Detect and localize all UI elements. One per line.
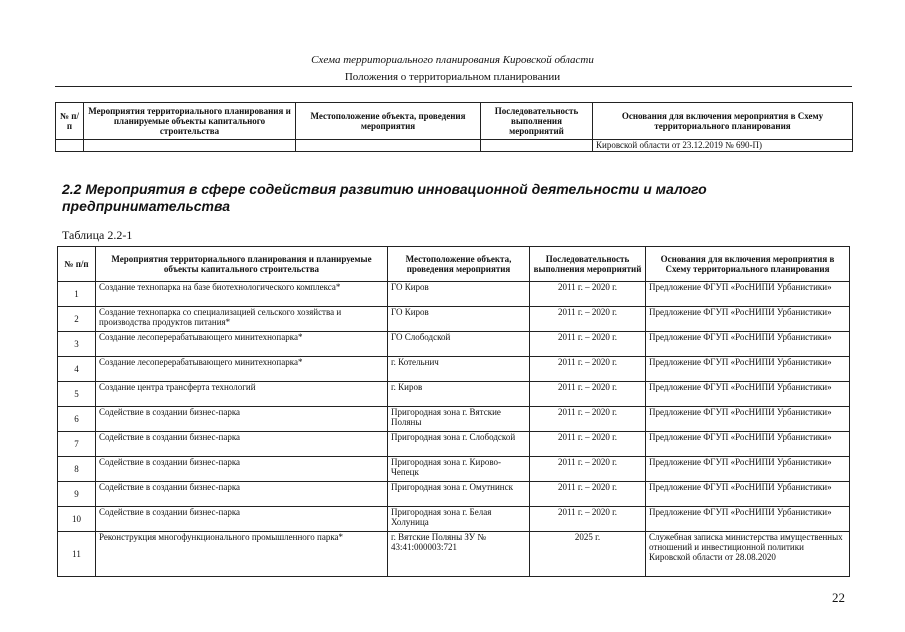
header-divider xyxy=(55,86,852,87)
cell-period: 2011 г. – 2020 г. xyxy=(530,357,646,382)
cell-measure: Содействие в создании бизнес-парка xyxy=(96,482,388,507)
section-title: 2.2 Мероприятия в сфере содействия развитию инновационной деятельности и малого предпринимательства xyxy=(62,181,707,214)
document-header: Положения о территориальном планировании xyxy=(344,71,561,83)
cell-location xyxy=(296,140,481,152)
cell-location: Пригородная зона г. Омутнинск xyxy=(388,482,530,507)
cell-location: Пригородная зона г. Вятские Поляны xyxy=(388,407,530,432)
header-cell-sequence: Последовательность выполнения мероприятий xyxy=(481,103,593,140)
cell-measure: Содействие в создании бизнес-парка xyxy=(96,407,388,432)
page-number: 22 xyxy=(832,590,845,605)
cell-basis: Предложение ФГУП «РосНИПИ Урбанистики» xyxy=(646,432,850,457)
cell-measure: Создание лесоперерабатывающего минитехнопарка* xyxy=(96,332,388,357)
cell-period: 2011 г. – 2020 г. xyxy=(530,457,646,482)
cell-period: 2011 г. – 2020 г. xyxy=(530,482,646,507)
header-cell-number: № п/п xyxy=(56,103,84,140)
cell-number: 6 xyxy=(58,407,96,432)
cell-basis: Кировской области от 23.12.2019 № 690-П) xyxy=(593,140,853,152)
cell-period: 2025 г. xyxy=(530,532,646,577)
table-row xyxy=(58,307,850,332)
cell-basis: Предложение ФГУП «РосНИПИ Урбанистики» xyxy=(646,482,850,507)
table-row xyxy=(56,140,853,152)
cell-location: ГО Киров xyxy=(388,282,530,307)
cell-basis: Предложение ФГУП «РосНИПИ Урбанистики» xyxy=(646,507,850,532)
cell-number: 3 xyxy=(58,332,96,357)
cell-measure: Содействие в создании бизнес-парка xyxy=(96,457,388,482)
cell-measure: Создание технопарка со специализацией сельского хозяйства и производства продуктов питания* xyxy=(96,307,388,332)
cell-number: 1 xyxy=(58,282,96,307)
cell-basis: Предложение ФГУП «РосНИПИ Урбанистики» xyxy=(646,457,850,482)
table-row xyxy=(58,282,850,307)
cell-location: г. Котельнич xyxy=(388,357,530,382)
cell-location: ГО Слободской xyxy=(388,332,530,357)
table-row xyxy=(58,382,850,407)
header-cell-basis: Основания для включения мероприятия в Схему территориального планирования xyxy=(646,247,850,282)
cell-period: 2011 г. – 2020 г. xyxy=(530,382,646,407)
cell-number: 11 xyxy=(58,532,96,577)
table-row xyxy=(58,482,850,507)
cell-location: Пригородная зона г. Слободской xyxy=(388,432,530,457)
cell-period: 2011 г. – 2020 г. xyxy=(530,432,646,457)
cell-measure: Создание центра трансферта технологий xyxy=(96,382,388,407)
cell-location: Пригородная зона г. Белая Холуница xyxy=(388,507,530,532)
cell-location: г. Киров xyxy=(388,382,530,407)
cell-basis: Предложение ФГУП «РосНИПИ Урбанистики» xyxy=(646,357,850,382)
cell-basis: Предложение ФГУП «РосНИПИ Урбанистики» xyxy=(646,382,850,407)
measures-table xyxy=(57,246,850,577)
header-cell-number: № п/п xyxy=(58,247,96,282)
cell-number: 4 xyxy=(58,357,96,382)
cell-basis: Предложение ФГУП «РосНИПИ Урбанистики» xyxy=(646,407,850,432)
cell-basis: Предложение ФГУП «РосНИПИ Урбанистики» xyxy=(646,307,850,332)
table-row xyxy=(58,407,850,432)
cell-measure: Содействие в создании бизнес-парка xyxy=(96,432,388,457)
cell-measure xyxy=(84,140,296,152)
cell-basis: Предложение ФГУП «РосНИПИ Урбанистики» xyxy=(646,282,850,307)
table-caption: Таблица 2.2-1 xyxy=(62,228,133,242)
header-cell-measures: Мероприятия территориального планирования и планируемые объекты капитального строительства xyxy=(84,103,296,140)
table-header-row xyxy=(58,247,850,282)
cell-number: 2 xyxy=(58,307,96,332)
cell-period: 2011 г. – 2020 г. xyxy=(530,407,646,432)
cell-period: 2011 г. – 2020 г. xyxy=(530,332,646,357)
header-cell-sequence: Последовательность выполнения мероприятий xyxy=(530,247,646,282)
cell-number: 9 xyxy=(58,482,96,507)
cell-measure: Содействие в создании бизнес-парка xyxy=(96,507,388,532)
cell-number: 5 xyxy=(58,382,96,407)
continued-table xyxy=(55,102,853,152)
cell-number: 10 xyxy=(58,507,96,532)
document-header-italic: Схема территориального планирования Кировской области xyxy=(311,54,594,66)
header-cell-basis: Основания для включения мероприятия в Схему территориального планирования xyxy=(593,103,853,140)
cell-location: ГО Киров xyxy=(388,307,530,332)
header-cell-location: Местоположение объекта, проведения мероприятия xyxy=(296,103,481,140)
table-row xyxy=(58,457,850,482)
table-row xyxy=(58,432,850,457)
table-row xyxy=(58,507,850,532)
cell-basis: Служебная записка министерства имущественных отношений и инвестиционной политики Кировской области от 28.08.2020 xyxy=(646,532,850,577)
header-cell-location: Местоположение объекта, проведения мероприятия xyxy=(388,247,530,282)
cell-number: 8 xyxy=(58,457,96,482)
cell-number xyxy=(56,140,84,152)
header-cell-measures: Мероприятия территориального планирования и планируемые объекты капитального строительства xyxy=(96,247,388,282)
table-row xyxy=(58,332,850,357)
cell-measure: Реконструкция многофункционального промышленного парка* xyxy=(96,532,388,577)
table-row xyxy=(58,532,850,577)
table-header-row xyxy=(56,103,853,140)
cell-location: г. Вятские Поляны ЗУ № 43:41:000003:721 xyxy=(388,532,530,577)
cell-period xyxy=(481,140,593,152)
cell-location: Пригородная зона г. Кирово-Чепецк xyxy=(388,457,530,482)
cell-period: 2011 г. – 2020 г. xyxy=(530,307,646,332)
cell-period: 2011 г. – 2020 г. xyxy=(530,282,646,307)
cell-measure: Создание лесоперерабатывающего минитехнопарка* xyxy=(96,357,388,382)
table-row xyxy=(58,357,850,382)
cell-period: 2011 г. – 2020 г. xyxy=(530,507,646,532)
cell-number: 7 xyxy=(58,432,96,457)
cell-basis: Предложение ФГУП «РосНИПИ Урбанистики» xyxy=(646,332,850,357)
cell-measure: Создание технопарка на базе биотехнологического комплекса* xyxy=(96,282,388,307)
